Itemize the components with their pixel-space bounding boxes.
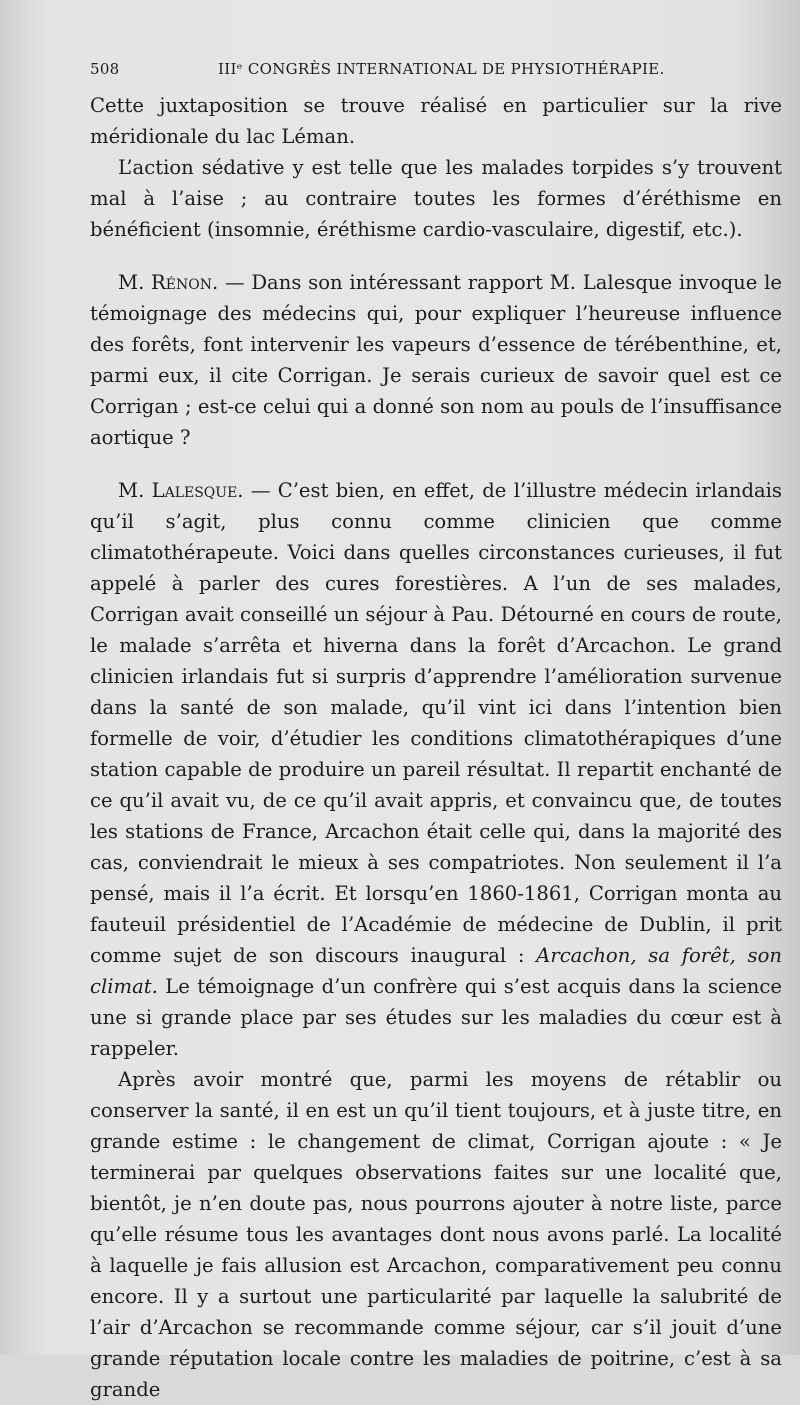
paragraph-1: Cette juxtaposition se trouve réalisé en particulier sur la rive méridionale du lac Léman. (90, 94, 782, 148)
lalesque-text-a: — C’est bien, en effet, de l’illustre médecin irlandais qu’il s’agit, plus connu comme clinicien que comme climatothérapeute. Voici dans quelles circonstances curieuses, il fut appelé à parler des cures forestières. A l’un de ses malades, Corrigan avait conseillé un séjour à Pau. Détourné en cours de route, le malade s’arrêta et hiverna dans la forêt d’Arcachon. Le grand clinicien irlandais fut si surpris d’apprendre l’amélioration survenue dans la santé de son malade, qu’il vint ici dans l’intention bien formelle de voir, d’étudier les conditions climatothérapiques d’une station capable de produire un pareil résultat. Il repartit enchanté de ce qu’il avait vu, de ce qu’il avait appris, et convaincu que, de toutes les stations de France, Arcachon était celle qui, dans la majorité des cas, conviendrait le mieux à ses compatriotes. Non seulement il l’a pensé, mais il l’a écrit. Et lorsqu’en 1860-1861, Corrigan monta au fauteuil présidentiel de l’Académie de médecine de Dublin, il prit comme sujet de son discours inaugural : (90, 479, 782, 967)
paragraph-2: L’action sédative y est telle que les malades torpides s’y trouvent mal à l’aise ; au contraire toutes les formes d’éréthisme en bénéficient (insomnie, éréthisme cardio-vasculaire, digestif, etc.). (90, 156, 782, 241)
paragraph-renon (90, 267, 782, 453)
page-header (90, 60, 780, 78)
speaker-lalesque: M. Lalesque. (118, 479, 244, 502)
page-number: 508 (90, 60, 120, 78)
speaker-renon: M. Rénon. (118, 271, 219, 294)
body-text (90, 90, 782, 1405)
discourse-title: Arcachon, sa forêt, son climat. (90, 944, 782, 998)
paragraph-lalesque (90, 475, 782, 1064)
running-title: IIIᵉ CONGRÈS INTERNATIONAL DE PHYSIOTHÉRAPIE. (218, 60, 665, 78)
paragraph-5: Après avoir montré que, parmi les moyens de rétablir ou conserver la santé, il en est un qu’il tient toujours, et à juste titre, en grande estime : le changement de climat, Corrigan ajoute : « Je terminerai par quelques observations faites sur une localité que, bientôt, je n’en doute pas, nous pourrons ajouter à notre liste, parce qu’elle résume tous les avantages dont nous avons parlé. La localité à laquelle je fais allusion est Arcachon, comparativement peu connu encore. Il y a surtout une particularité par laquelle la salubrité de l’air d’Arcachon se recommande comme séjour, car s’il jouit d’une grande réputation locale contre les maladies de poitrine, c’est à sa grande (90, 1068, 782, 1401)
lalesque-text-b: Le témoignage d’un confrère qui s’est acquis dans la science une si grande place par ses études sur les maladies du cœur est à rappeler. (90, 975, 782, 1060)
renon-text: — Dans son intéressant rapport M. Lalesque invoque le témoignage des médecins qui, pour expliquer l’heureuse influence des forêts, font intervenir les vapeurs d’essence de térébenthine, et, parmi eux, il cite Corrigan. Je serais curieux de savoir quel est ce Corrigan ; est-ce celui qui a donné son nom au pouls de l’insuffisance aortique ? (90, 271, 782, 449)
